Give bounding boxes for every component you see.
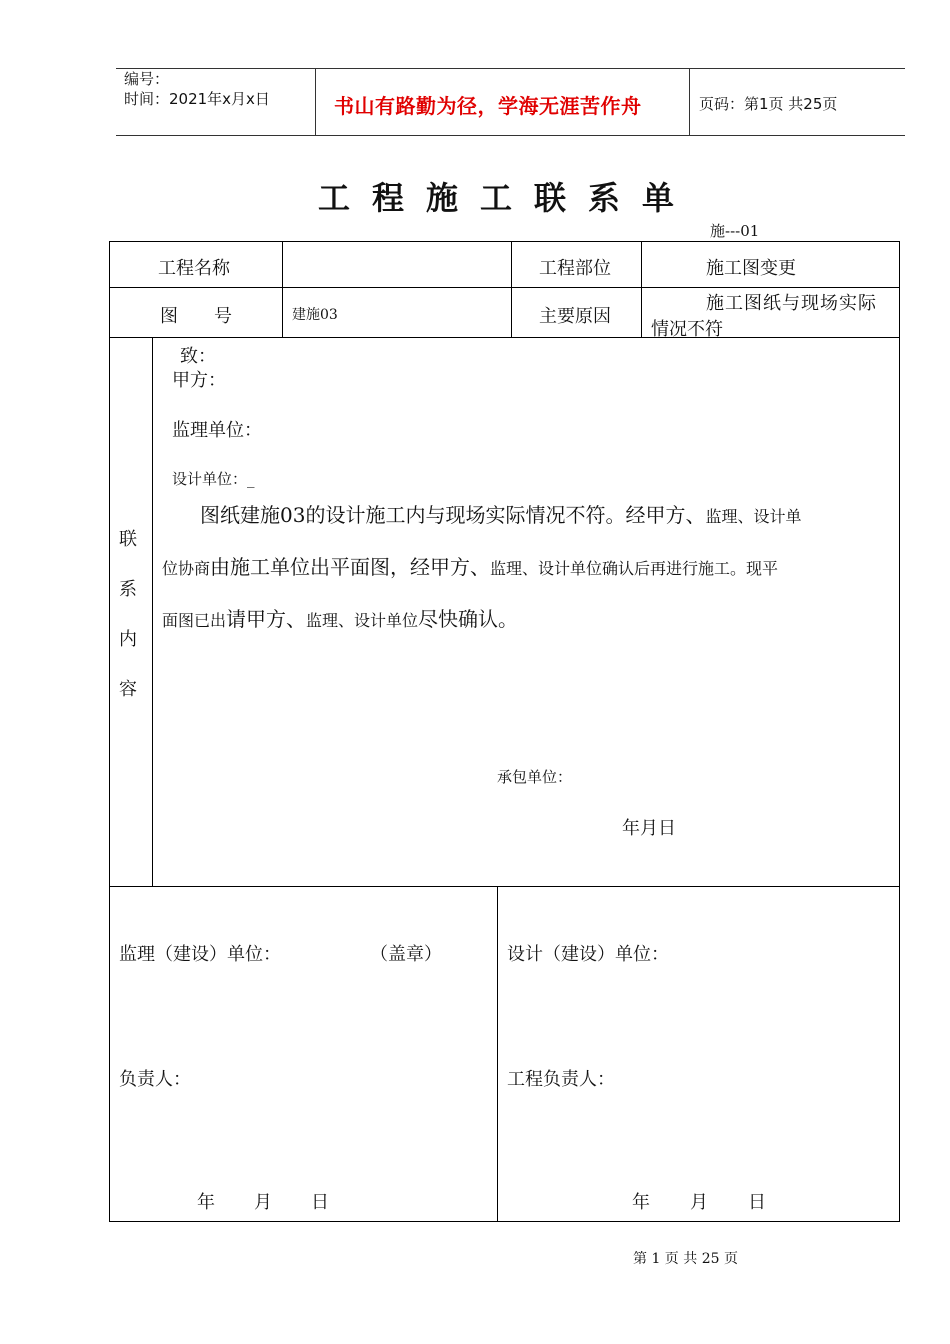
header-divider-left: [315, 68, 316, 136]
footer-page-number: 第 1 页 共 25 页: [633, 1251, 738, 1267]
right-date-year: 年: [632, 1192, 650, 1213]
designer-label: 设计单位：_: [172, 470, 255, 488]
drawing-no-label: 图 号: [160, 306, 232, 327]
right-date-day: 日: [748, 1192, 766, 1213]
body-text: 监理、设计单位: [306, 611, 419, 630]
body-line-2: [162, 542, 894, 594]
project-part-label: 工程部位: [539, 258, 611, 279]
form-table: [109, 241, 900, 1222]
row-rule-1: [109, 287, 900, 288]
contact-body: [162, 490, 894, 646]
left-stamp-label: （盖章）: [370, 944, 442, 965]
to-label: 致：: [180, 346, 216, 367]
drawing-no-value: 建施03: [292, 307, 338, 323]
body-text: 图纸建施03的设计施工内与现场实际情况不符。经甲方、: [200, 503, 706, 527]
col-rule-1: [282, 241, 283, 337]
document-code: 施---01: [710, 222, 760, 240]
col-rule-2: [511, 241, 512, 337]
document-title: 工程施工联系单: [318, 179, 697, 217]
main-reason-line1: 施工图纸与现场实际: [706, 293, 877, 314]
left-date-month: 月: [254, 1192, 272, 1213]
header-divider-right: [689, 68, 690, 136]
section-char-3: 内: [119, 629, 137, 650]
right-unit-label: 设计（建设）单位：: [507, 944, 669, 965]
contractor-label: 承包单位：: [497, 768, 573, 786]
time-label: 时间：2021年x月x日: [124, 90, 270, 108]
left-date-year: 年: [197, 1192, 215, 1213]
right-date-month: 月: [690, 1192, 708, 1213]
header-bottom-rule: [116, 135, 905, 136]
body-text: 监理、设计单位确认后再进行施工。现平: [490, 559, 779, 578]
supervisor-label: 监理单位：: [172, 420, 262, 441]
contractor-date: 年月日: [622, 818, 676, 839]
row-rule-2: [109, 337, 900, 338]
right-person-label: 工程负责人：: [507, 1069, 615, 1090]
page-indicator: 页码：第1页 共25页: [699, 95, 838, 113]
main-reason-line2: 情况不符: [651, 319, 723, 340]
section-char-4: 容: [119, 679, 137, 700]
body-line-3: [162, 594, 894, 646]
row-rule-3: [109, 886, 900, 887]
signature-divider: [497, 886, 498, 1222]
main-reason-label: 主要原因: [539, 306, 611, 327]
project-name-label: 工程名称: [158, 258, 230, 279]
body-text: 监理、设计单: [705, 507, 802, 526]
serial-label: 编号：: [124, 70, 170, 88]
body-text: 尽快确认。: [418, 607, 519, 631]
motto: 书山有路勤为径，学海无涯苦作舟: [334, 94, 642, 118]
party-a-label: 甲方：: [172, 370, 226, 391]
body-line-1: [162, 490, 894, 542]
header-top-rule: [116, 68, 905, 69]
col-rule-3: [641, 241, 642, 337]
project-part-value: 施工图变更: [706, 258, 796, 279]
body-text: 请甲方、: [226, 607, 307, 631]
left-unit-label: 监理（建设）单位：: [119, 944, 281, 965]
body-text: 面图已出: [162, 611, 227, 630]
body-text: 由施工单位出平面图，经甲方、: [210, 555, 491, 579]
left-person-label: 负责人：: [119, 1069, 191, 1090]
section-char-2: 系: [119, 579, 137, 600]
left-date-day: 日: [311, 1192, 329, 1213]
section-label-contact: [118, 515, 138, 715]
content-label-rule: [152, 337, 153, 886]
section-char-1: 联: [119, 529, 137, 550]
body-text: 位协商: [162, 559, 211, 578]
